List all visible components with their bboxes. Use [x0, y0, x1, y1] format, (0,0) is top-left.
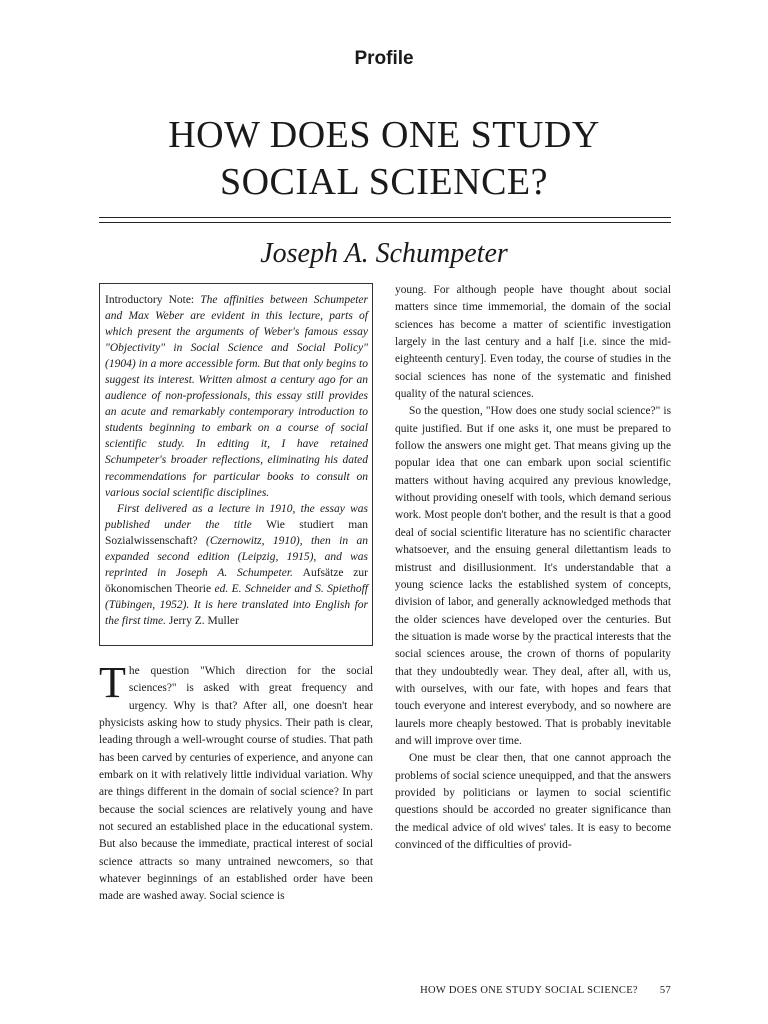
author-name: Joseph A. Schumpeter: [260, 238, 508, 269]
article-title: [0, 112, 768, 206]
page-footer: [0, 985, 671, 996]
body-paragraph-4: One must be clear then, that one cannot approach the problems of social science unequipped, and that the answers provided by politicians or laymen to social scientific questions should be accorded no greater significance than the medical advice of old wives' tales. It is easy to become convinced of the difficulties of provid-: [395, 752, 671, 851]
note-signature: Jerry Z. Muller: [168, 614, 239, 627]
body-column-right: [395, 282, 671, 854]
body-column-left: [99, 658, 373, 906]
body-text-left: he question "Which direction for the social sciences?" is asked with great frequency and urgency. Why is that? After all, one doesn't hear physicists asking how to study physics. Their path is clear, leading through a well-wrought course of studies. That path has been carved by centuries of experience, and anyone can embark on it with relatively little individual variation. Why are things different in the domain of social science? In part because the social sciences are relatively young and have not secured an established place in the educational system. But also because the immediate, practical interest of social science attracts so many untrained newcomers, so that whatever beginnings of an established order have been made are washed away. Social science is: [99, 665, 373, 903]
title-rule-bottom: [99, 222, 671, 223]
body-paragraph-3: So the question, "How does one study social science?" is quite justified. But if one asks it, one must be prepared to follow the answers one might get. That means giving up the popular idea that one can embark upon social scientific matters without having acquired any previous knowledge, without providing oneself with tools, which demand serious work. Most people don't bother, and the result is that a good deal of social scientific literature has no scientific character whatsoever, and the ensuing general dilettantism leads to mistrust and disillusionment. It's understandable that a young science lacks the established system of concepts, division of labor, and generally acknowledged methods that the older sciences have developed over the centuries. But the situation is made worse by the practical interests that the social sciences arouse, the crown of thorns of popularity that they undoubtedly wear. They deal, after all, with us, with ourselves, with our fate, with hopes and fears that touch everyone and interest everybody, and so nowhere are laurels more cheaply bestowed. That is probably inevitable and will improve over time.: [395, 405, 671, 747]
note-original-title: Wie studiert man Sozialwissenschaft?: [105, 518, 368, 547]
body-paragraph-1: [99, 658, 373, 906]
title-line-1: HOW DOES ONE STUDY: [168, 114, 600, 156]
note-paragraph-1: [105, 292, 368, 501]
page-number: 57: [659, 985, 671, 996]
note-text-2c: (Czernowitz, 1910), then in an expanded second edition (Leipzig, 1915), and was reprinted in Joseph A. Schumpeter.: [105, 534, 368, 579]
note-text-2a: First delivered as a lecture in 1910, the essay was published under the title: [105, 502, 368, 531]
drop-cap: T: [99, 658, 126, 707]
running-title: HOW DOES ONE STUDY SOCIAL SCIENCE?: [420, 985, 638, 996]
note-text-2e: ed. E. Schneider and S. Spiethoff (Tübingen, 1952). It is here translated into English for the first time.: [105, 582, 369, 627]
note-lead: Introductory Note:: [105, 294, 201, 306]
note-collection-title: Aufsätze zur ökonomischen Theorie: [105, 566, 368, 595]
note-text-1: The affinities between Schumpeter and Max Weber are evident in this lecture, parts of which present the arguments of Weber's famous essay "Objectivity" in Social Science and Social Policy" (1904) in a more accessible form. But that only begins to suggest its interest. Written almost a century ago for an audience of non-professionals, this essay still provides an acute and remarkably contemporary introduction to students beginning to embark on a course of social scientific study. In editing it, I have retained Schumpeter's broader reflections, eliminating his dated recommendations for particular books to consult on various social scientific disciplines.: [105, 294, 368, 499]
note-paragraph-2: [105, 501, 368, 629]
body-paragraph-2: young. For although people have thought about social matters since time immemorial, the domain of the social sciences has become a matter of scientific investigation largely in the last century and a half [i.e. since the mid-eighteenth century]. Even today, the course of studies in the social sciences has none of the systematic and finished quality of the natural sciences.: [395, 284, 671, 401]
section-label: Profile: [354, 48, 414, 69]
title-line-2: SOCIAL SCIENCE?: [219, 161, 549, 203]
introductory-note-box: [99, 283, 373, 646]
title-rule-top: [99, 217, 671, 218]
